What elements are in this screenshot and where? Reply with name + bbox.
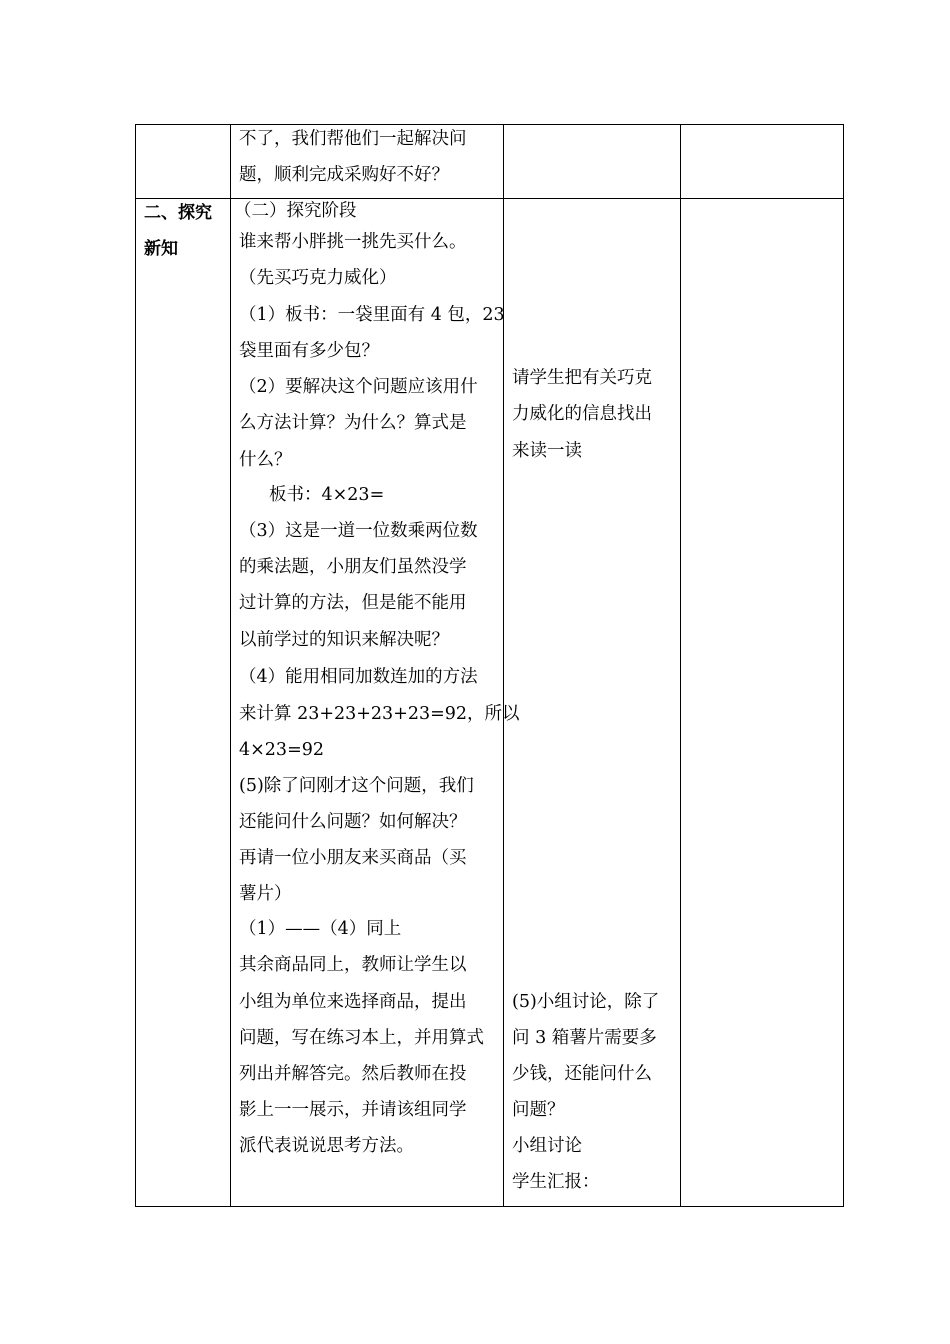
text-line: 问题？ [512,1100,565,1120]
text-line: 小组为单位来选择商品，提出 [239,992,467,1012]
student-activity-cell [504,199,681,1207]
text-line: （3）这是一道一位数乘两位数 [239,521,478,541]
text-line: 袋里面有多少包？ [239,341,379,361]
text-line: 还能问什么问题？如何解决？ [239,812,467,832]
text-line: 其余商品同上，教师让学生以 [239,955,467,975]
section-title: 二、探究 [144,203,212,223]
text-line: 4×23=92 [239,740,324,760]
notes-cell [681,125,844,199]
text-line: 不了，我们帮他们一起解决问 [239,129,467,149]
text-line: 题，顺利完成采购好不好？ [239,165,449,185]
table-row [136,125,844,199]
text-line: （1）板书：一袋里面有 4 包，23 [239,305,505,325]
teacher-activity-cell [231,199,520,1207]
section-cell [136,199,231,1207]
text-line: 来计算 23+23+23+23=92，所以 [239,704,520,724]
section-title: 新知 [144,239,178,259]
section-cell [136,125,231,199]
text-line: 列出并解答完。然后教师在投 [239,1064,467,1084]
text-line: 过计算的方法，但是能不能用 [239,593,467,613]
text-line: (5)除了问刚才这个问题，我们 [239,776,474,796]
text-line: 么方法计算？为什么？算式是 [239,413,467,433]
text-line: （二）探究阶段 [234,201,357,221]
text-line: （2）要解决这个问题应该用什 [239,377,478,397]
text-line: 板书：4×23= [269,485,385,505]
text-line: 问 3 箱薯片需要多 [512,1028,657,1048]
notes-cell [681,199,844,1207]
text-line: 什么？ [239,450,292,470]
text-line: 力威化的信息找出 [512,404,652,424]
text-line: 来读一读 [512,441,582,461]
text-line: 谁来帮小胖挑一挑先买什么。 [239,232,467,252]
text-line: (5)小组讨论，除了 [512,992,660,1012]
teacher-activity-cell [231,125,504,199]
text-line: 以前学过的知识来解决呢？ [239,630,449,650]
text-line: （4）能用相同加数连加的方法 [239,667,478,687]
text-line: 影上一一展示，并请该组同学 [239,1100,467,1120]
text-line: 薯片） [239,884,292,904]
text-line: 问题，写在练习本上，并用算式 [239,1028,484,1048]
text-line: 请学生把有关巧克 [512,368,652,388]
text-line: 学生汇报： [512,1172,600,1192]
text-line: 小组讨论 [512,1136,582,1156]
table-row [136,199,844,1207]
text-line: 派代表说说思考方法。 [239,1136,414,1156]
lesson-plan-table [135,124,844,1207]
text-line: 再请一位小朋友来买商品（买 [239,848,467,868]
text-line: 的乘法题，小朋友们虽然没学 [239,557,467,577]
text-line: 少钱，还能问什么 [512,1064,652,1084]
student-activity-cell [504,125,681,199]
text-line: （先买巧克力威化） [239,268,397,288]
text-line: （1）——（4）同上 [239,919,402,939]
